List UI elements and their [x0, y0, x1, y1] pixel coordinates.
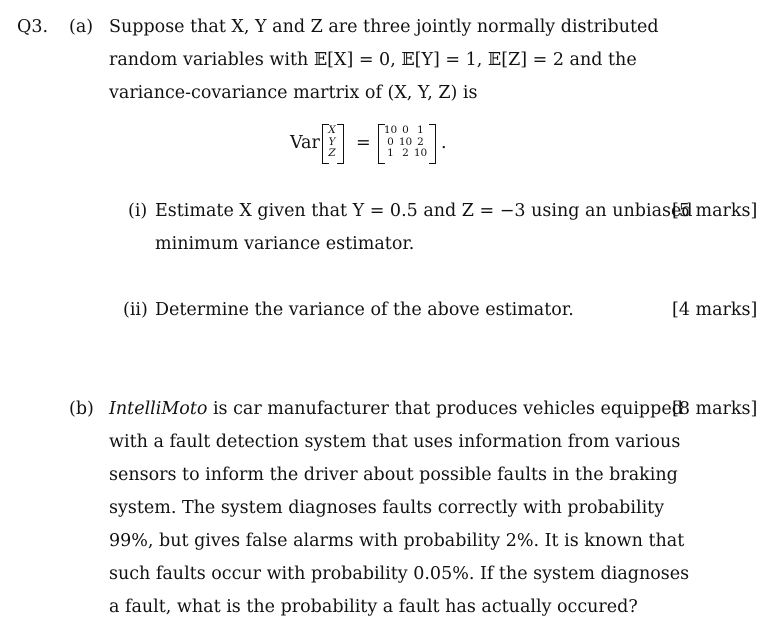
matrix-row — [383, 148, 428, 160]
matrix-right-bracket — [429, 124, 436, 164]
part-b-label: (b) — [69, 399, 94, 419]
sub-ii-marks: [4 marks] — [672, 300, 758, 320]
covariance-matrix — [383, 125, 428, 160]
part-a-line-3: variance-covariance martrix of (X, Y, Z) is — [109, 83, 478, 103]
vector-entry: Y — [328, 135, 336, 148]
matrix-cell: 0 — [387, 135, 394, 148]
matrix-cell: 10 — [413, 147, 428, 159]
sub-i-line-1: Estimate X given that Y = 0.5 and Z = −3 using an unbiased — [155, 201, 693, 221]
matrix-cell: 10 — [398, 135, 413, 148]
sub-i-marks: [5 marks] — [672, 201, 758, 221]
part-b-line-4: system. The system diagnoses faults correctly with probability — [109, 498, 665, 518]
matrix-cell: 1 — [387, 147, 394, 159]
matrix-cell: 10 — [383, 124, 398, 136]
sub-ii-label: (ii) — [123, 300, 148, 320]
part-a-label: (a) — [69, 17, 94, 37]
sub-i-label: (i) — [128, 201, 148, 221]
var-label: Var — [290, 133, 320, 153]
vector-entry: Z — [328, 147, 336, 159]
part-b-line-5: 99%, but gives false alarms with probability 2%. It is known that — [109, 531, 685, 551]
sub-ii-line-1: Determine the variance of the above estimator. — [155, 300, 574, 320]
part-b-marks: [8 marks] — [672, 399, 758, 419]
matrix-row — [383, 125, 428, 137]
matrix-cell: 1 — [417, 124, 424, 136]
question-number: Q3. — [17, 17, 49, 37]
part-b-line-2: with a fault detection system that uses information from various — [109, 432, 681, 452]
matrix-cell: 2 — [402, 147, 409, 159]
matrix-cell: 2 — [417, 135, 424, 148]
part-b-line-1-rest: is car manufacturer that produces vehicles equipped — [207, 399, 683, 419]
company-name: IntelliMoto — [109, 399, 208, 419]
vector-right-bracket — [337, 124, 344, 164]
equals-sign: = — [356, 133, 371, 153]
part-b-line-7: a fault, what is the probability a fault has actually occured? — [109, 597, 638, 617]
equation-period: . — [441, 133, 447, 153]
matrix-cell: 0 — [402, 124, 409, 136]
part-a-line-2: random variables with 𝔼[X] = 0, 𝔼[Y] = 1, 𝔼[Z] = 2 and the — [109, 50, 637, 70]
part-b-line-3: sensors to inform the driver about possible faults in the braking — [109, 465, 678, 485]
part-b-line-6: such faults occur with probability 0.05%. If the system diagnoses — [109, 564, 690, 584]
sub-i-line-2: minimum variance estimator. — [155, 234, 415, 254]
part-a-line-1: Suppose that X, Y and Z are three jointly normally distributed — [109, 17, 659, 37]
part-b-line-1 — [109, 399, 683, 419]
vector-entry: X — [328, 124, 336, 136]
